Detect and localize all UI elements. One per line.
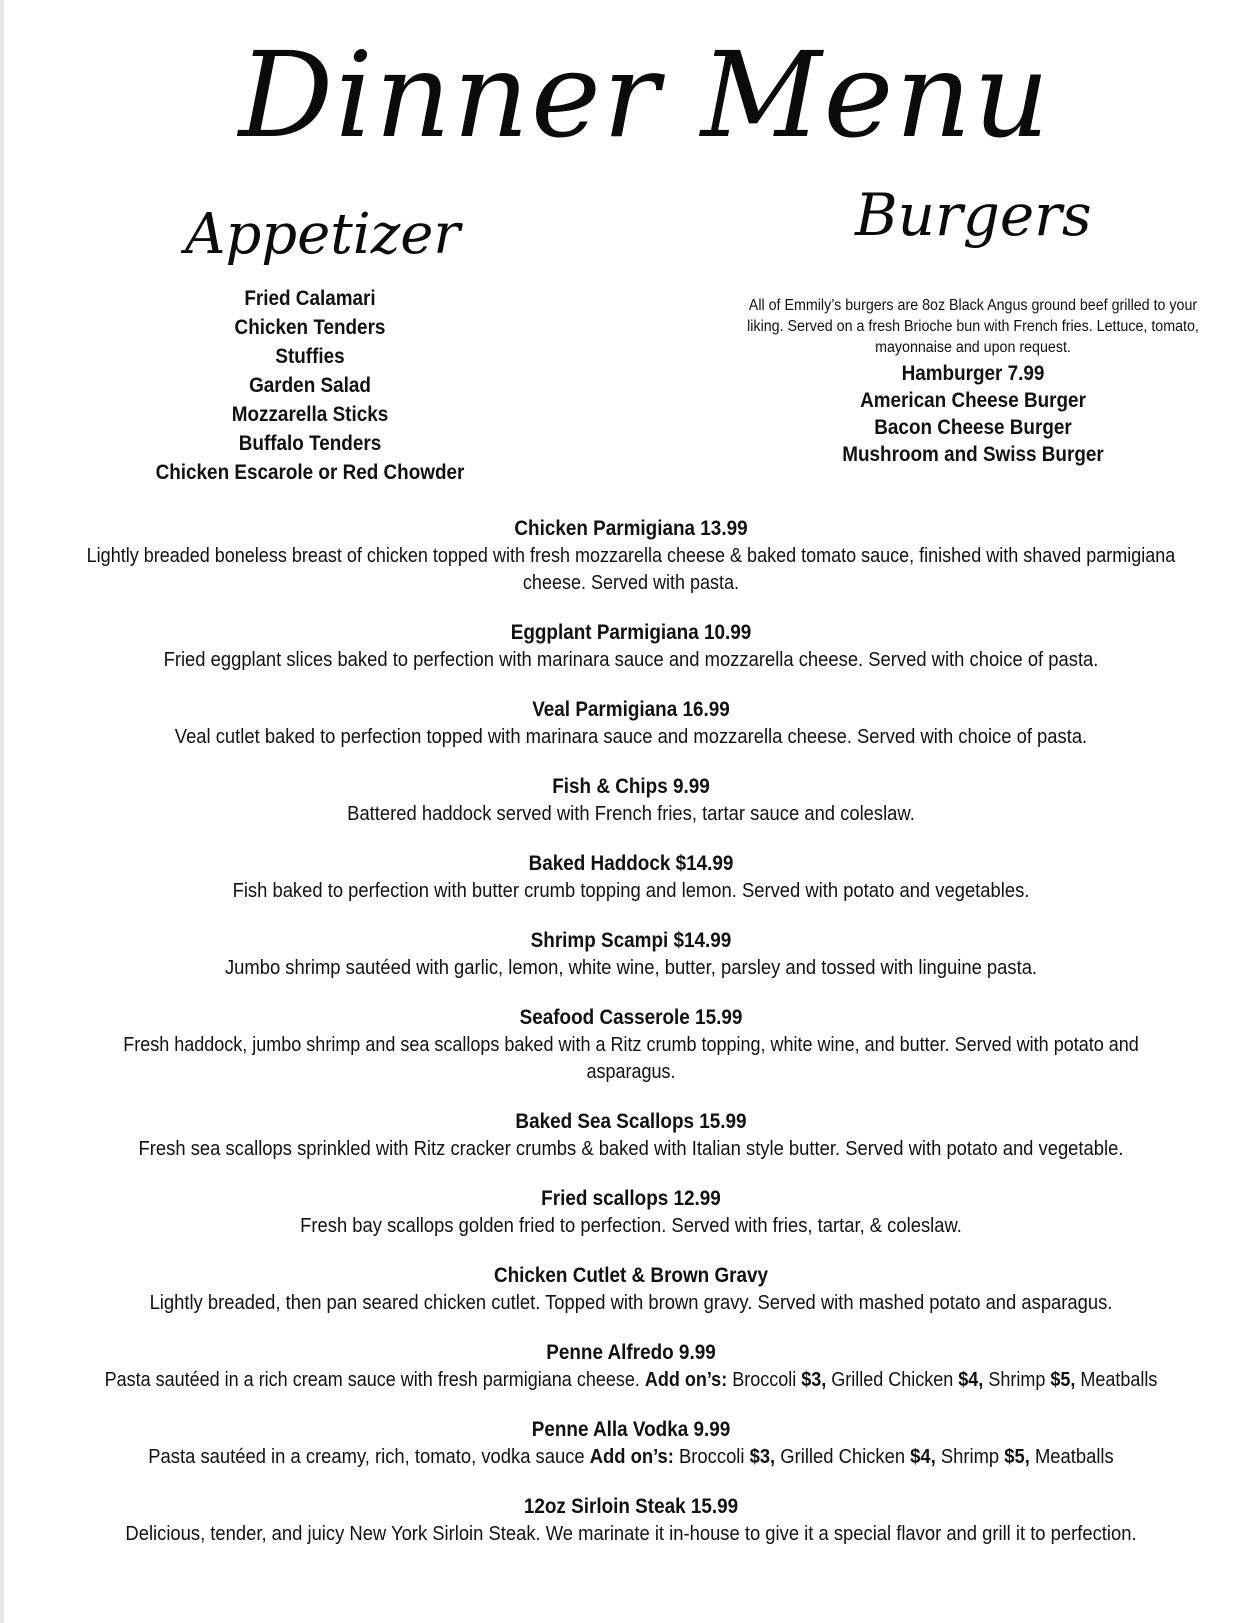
entree-description: [81, 1367, 1181, 1394]
list-item: Bacon Cheese Burger: [874, 416, 1072, 439]
burgers-section: [708, 295, 1238, 468]
entree-item: [20, 515, 1242, 597]
entree-description: Fresh bay scallops golden fried to perfection. Served with fries, tartar, & coleslaw.: [300, 1215, 962, 1237]
entree-description: Fish baked to perfection with butter crumb topping and lemon. Served with potato and vegetables.: [232, 880, 1030, 902]
entree-name: Chicken Cutlet & Brown Gravy: [493, 1264, 769, 1287]
addon-name: Shrimp: [983, 1369, 1051, 1391]
entree-name: Penne Alfredo 9.99: [546, 1341, 716, 1364]
entree-item: [20, 1493, 1242, 1548]
addon-name: Meatballs: [1029, 1446, 1114, 1468]
entree-item: [20, 1339, 1242, 1394]
entree-item: [20, 927, 1242, 982]
addon-name: Grilled Chicken: [775, 1446, 911, 1468]
entree-item: [20, 1004, 1242, 1086]
entree-item: [20, 619, 1242, 674]
entree-description: Delicious, tender, and juicy New York Sirloin Steak. We marinate it in-house to give it a special flavor and grill it to perfection.: [125, 1523, 1137, 1545]
entree-description: Veal cutlet baked to perfection topped with marinara sauce and mozzarella cheese. Served with choice of pasta.: [174, 726, 1088, 748]
burgers-intro: All of Emmily’s burgers are 8oz Black Angus ground beef grilled to your liking. Served on a fresh Brioche bun with French fries. Lettuce, tomato, mayonnaise and upon request.: [747, 297, 1199, 356]
addons-label: Add on’s:: [589, 1446, 674, 1468]
addon-name: Broccoli: [727, 1369, 802, 1391]
entree-list: [20, 515, 1242, 1570]
burgers-list: [708, 360, 1238, 468]
entree-name: Eggplant Parmigiana 10.99: [510, 621, 752, 644]
entree-item: [20, 1416, 1242, 1471]
list-item: Chicken Escarole or Red Chowder: [155, 461, 465, 484]
entree-description: [69, 1444, 1193, 1471]
list-item: Garden Salad: [249, 374, 371, 397]
entree-item: [20, 1262, 1242, 1317]
entree-name: Baked Haddock $14.99: [528, 852, 734, 875]
entree-name: Fried scallops 12.99: [541, 1187, 721, 1210]
list-item: Mozzarella Sticks: [231, 403, 389, 426]
addon-name: Meatballs: [1075, 1369, 1158, 1391]
entree-name: Fish & Chips 9.99: [552, 775, 710, 798]
description-text: Pasta sautéed in a creamy, rich, tomato, vodka sauce: [148, 1446, 590, 1468]
list-item: Hamburger 7.99: [901, 362, 1045, 385]
addon-name: Broccoli: [673, 1446, 750, 1468]
entree-name: Chicken Parmigiana 13.99: [514, 517, 748, 540]
entree-item: [20, 1108, 1242, 1163]
entree-item: [20, 850, 1242, 905]
page-edge: [0, 0, 4, 1623]
list-item: Buffalo Tenders: [238, 432, 382, 455]
entree-description: Fresh haddock, jumbo shrimp and sea scallops baked with a Ritz crumb topping, white wine, and butter. Served with potato and asparagus.: [123, 1034, 1139, 1083]
entree-description: Fried eggplant slices baked to perfection with marinara sauce and mozzarella cheese. Served with choice of pasta.: [163, 649, 1099, 671]
addon-price: $5,: [1004, 1446, 1030, 1468]
list-item: American Cheese Burger: [860, 389, 1086, 412]
entree-name: 12oz Sirloin Steak 15.99: [523, 1495, 739, 1518]
entree-description: Lightly breaded boneless breast of chicken topped with fresh mozzarella cheese & baked tomato sauce, finished with shaved parmigiana cheese. Served with pasta.: [86, 545, 1176, 594]
entree-item: [20, 773, 1242, 828]
entree-name: Shrimp Scampi $14.99: [530, 929, 732, 952]
entree-description: Battered haddock served with French fries, tartar sauce and coleslaw.: [347, 803, 915, 825]
entree-name: Penne Alla Vodka 9.99: [531, 1418, 731, 1441]
entree-name: Baked Sea Scallops 15.99: [515, 1110, 747, 1133]
entree-item: [20, 1185, 1242, 1240]
list-item: Chicken Tenders: [234, 316, 386, 339]
list-item: Mushroom and Swiss Burger: [842, 443, 1104, 466]
addons-label: Add on’s:: [644, 1369, 728, 1391]
menu-title: Dinner Menu: [238, 26, 1052, 164]
list-item: Stuffies: [275, 345, 345, 368]
entree-item: [20, 696, 1242, 751]
entree-description: Lightly breaded, then pan seared chicken cutlet. Topped with brown gravy. Served with mashed potato and asparagus.: [149, 1292, 1113, 1314]
entree-name: Veal Parmigiana 16.99: [532, 698, 730, 721]
addon-price: $3,: [801, 1369, 827, 1391]
entree-description: Fresh sea scallops sprinkled with Ritz cracker crumbs & baked with Italian style butter. Served with potato and vegetable.: [138, 1138, 1124, 1160]
appetizer-heading: Appetizer: [185, 202, 461, 267]
list-item: Fried Calamari: [244, 287, 376, 310]
description-text: Pasta sautéed in a rich cream sauce with fresh parmigiana cheese.: [104, 1369, 645, 1391]
burgers-heading: Burgers: [855, 181, 1092, 249]
addon-name: Shrimp: [935, 1446, 1005, 1468]
addon-name: Grilled Chicken: [826, 1369, 959, 1391]
addon-price: $4,: [910, 1446, 936, 1468]
addon-price: $3,: [749, 1446, 776, 1468]
addon-price: $5,: [1050, 1369, 1076, 1391]
entree-description: Jumbo shrimp sautéed with garlic, lemon, white wine, butter, parsley and tossed with linguine pasta.: [224, 957, 1038, 979]
addon-price: $4,: [958, 1369, 984, 1391]
appetizer-list: [110, 284, 510, 487]
entree-name: Seafood Casserole 15.99: [519, 1006, 743, 1029]
